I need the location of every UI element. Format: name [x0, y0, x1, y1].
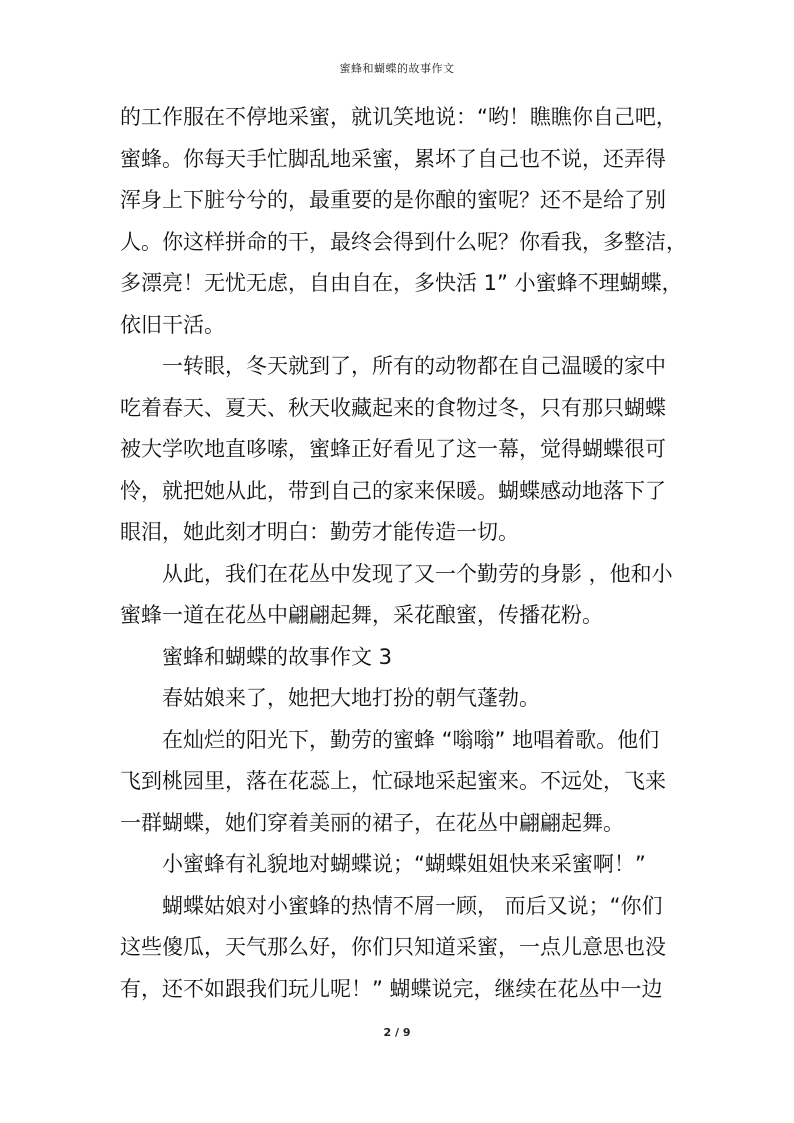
text-line: 一群蝴蝶，她们穿着美丽的裙子，在花丛中翩翩起舞。	[120, 810, 624, 835]
text-line: 人。你这样拼命的干，最终会得到什么呢？你看我，多整洁，	[120, 229, 687, 254]
paragraph-start-line: 小蜜蜂有礼貌地对蝴蝶说；“蝴蝶姐姐快来采蜜啊！”	[162, 852, 646, 876]
paragraph-start-line: 一转眼，冬天就到了，所有的动物都在自己温暖的家中	[162, 354, 666, 378]
paragraph-start-line: 从此，我们在花丛中发现了又一个勤劳的身影 ，他和小	[162, 561, 673, 586]
text-line: 吃着春天、夏天、秋天收藏起来的食物过冬，只有那只蝴蝶	[120, 395, 666, 420]
paragraph-start-line: 在灿烂的阳光下，勤劳的蜜蜂 “嗡嗡” 地唱着歌。他们	[162, 727, 660, 752]
page-header-title: 蜜蜂和蝴蝶的故事作文	[339, 62, 455, 75]
text-line: 被大学吹地直哆嗦，蜜蜂正好看见了这一幕，觉得蝴蝶很可	[120, 437, 666, 461]
section-heading: 蜜蜂和蝴蝶的故事作文 3	[162, 644, 393, 669]
text-line: 这些傻瓜，天气那么好，你们只知道采蜜，一点儿意思也没	[120, 935, 666, 959]
document-body	[120, 97, 700, 1010]
page-number: 2 / 9	[383, 1026, 411, 1039]
text-line: 飞到桃园里，落在花蕊上，忙碌地采起蜜来。不远处，飞来	[120, 769, 666, 793]
text-line: 蜜蜂一道在花丛中翩翩起舞，采花酿蜜，传播花粉。	[120, 603, 603, 627]
text-line: 的工作服在不停地采蜜，就讥笑地说：“哟！瞧瞧你自己吧，	[120, 105, 677, 129]
text-line: 浑身上下脏兮兮的，最重要的是你酿的蜜呢？还不是给了别	[120, 188, 666, 212]
text-line: 多漂亮！无忧无虑，自由自在，多快活 1” 小蜜蜂不理蝴蝶，	[120, 271, 683, 295]
text-line: 眼泪，她此刻才明白：勤劳才能传造一切。	[120, 520, 519, 544]
text-line: 蜜蜂。你每天手忙脚乱地采蜜，累坏了自己也不说，还弄得	[120, 146, 666, 171]
paragraph-start-line: 蝴蝶姑娘对小蜜蜂的热情不屑一顾， 而后又说；“你们	[162, 893, 663, 918]
text-line: 有，还不如跟我们玩儿呢！” 蝴蝶说完，继续在花丛中一边	[120, 976, 663, 1001]
paragraph-start-line: 春姑娘来了，她把大地打扮的朝气蓬勃。	[162, 686, 540, 710]
text-line: 依旧干活。	[120, 312, 225, 337]
text-line: 怜，就把她从此，带到自己的家来保暖。蝴蝶感动地落下了	[120, 478, 666, 503]
